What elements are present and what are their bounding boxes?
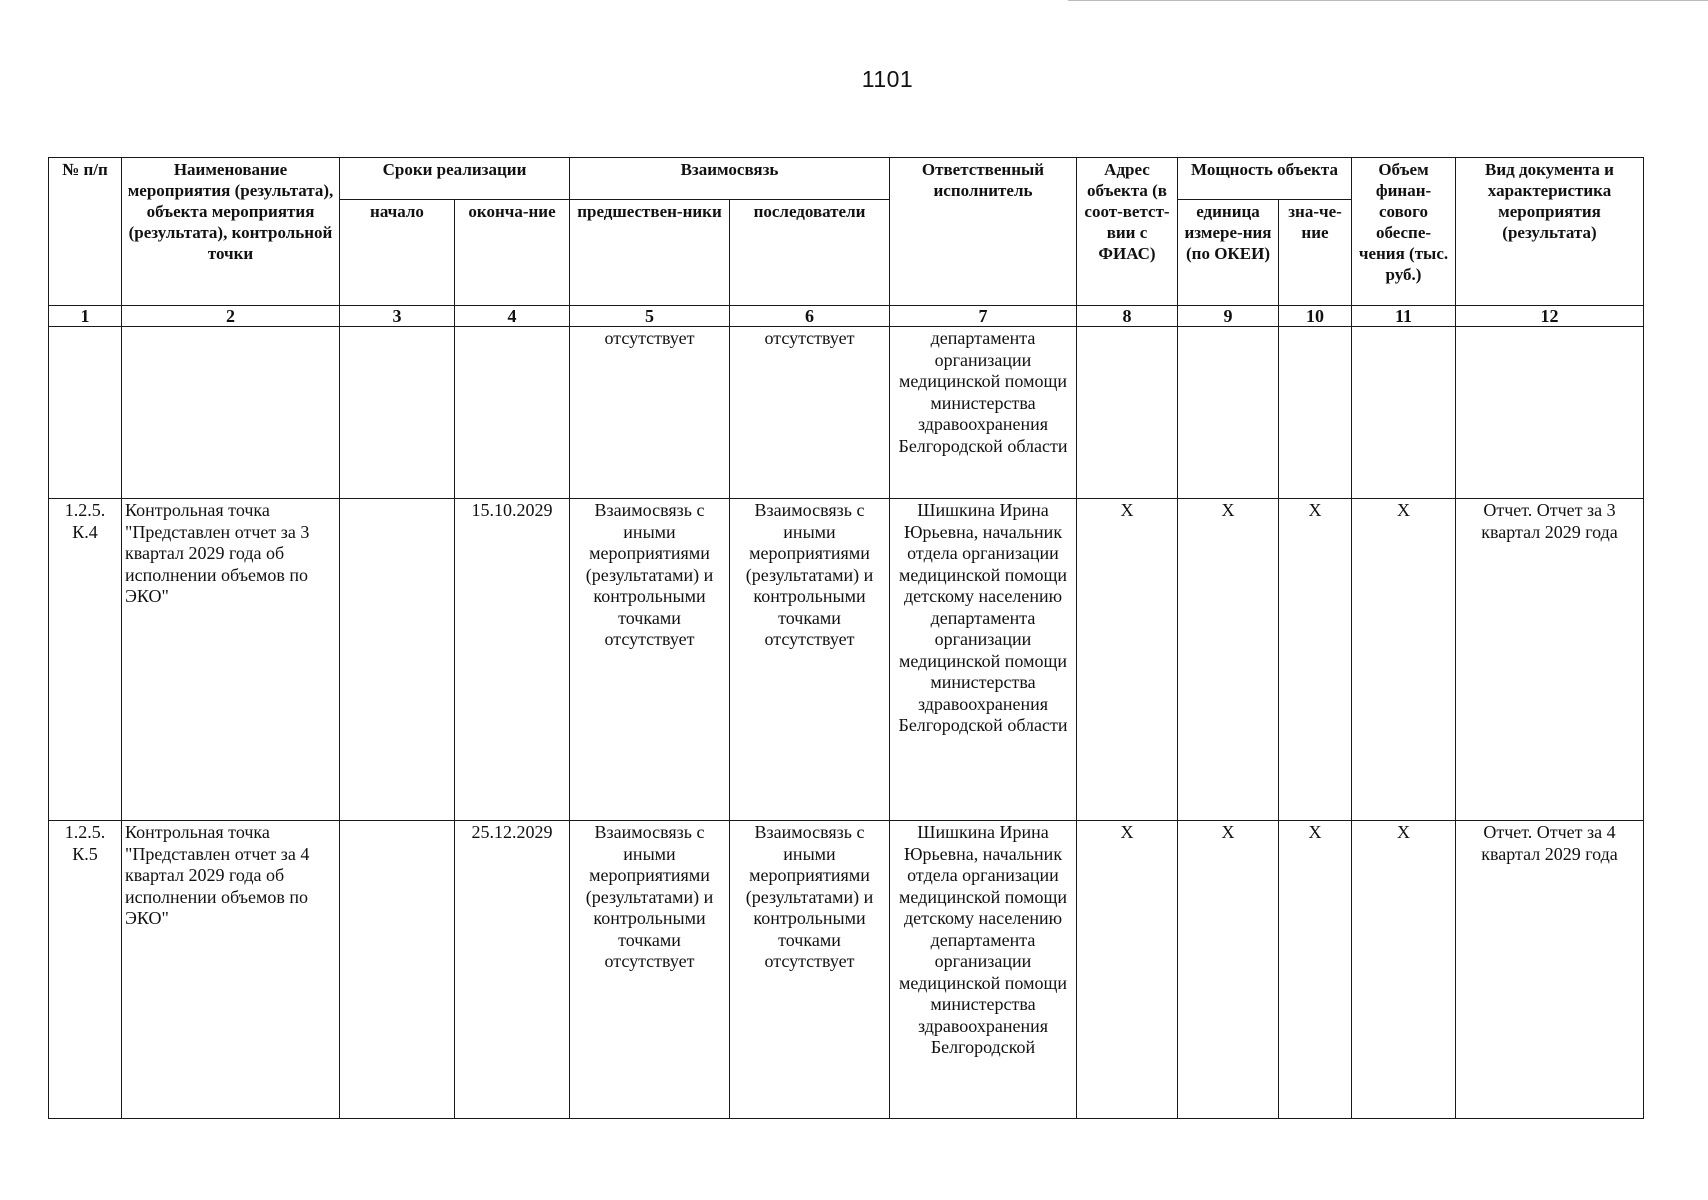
- column-number: 10: [1279, 306, 1352, 327]
- row-value: [1279, 327, 1352, 499]
- row-end: [455, 327, 570, 499]
- row-end: 25.12.2029: [455, 821, 570, 1119]
- row-responsible: Шишкина Ирина Юрьевна, начальник отдела организации медицинской помощи детскому населению департамента организации медицинской помощи министерства здравоохранения Белгородской области: [890, 499, 1077, 821]
- row-address: [1077, 327, 1178, 499]
- row-responsible: департамента организации медицинской помощи министерства здравоохранения Белгородской области: [890, 327, 1077, 499]
- column-number: 9: [1178, 306, 1279, 327]
- column-number: 4: [455, 306, 570, 327]
- page-number: 1101: [861, 66, 914, 92]
- header-col-number: № п/п: [49, 158, 122, 306]
- row-funding: [1352, 327, 1456, 499]
- activity-table: [48, 157, 1644, 1119]
- column-number: 11: [1352, 306, 1456, 327]
- row-predecessors: Взаимосвязь с иными мероприятиями (результатами) и контрольными точками отсутствует: [570, 499, 730, 821]
- header-row-top: [49, 158, 1644, 200]
- row-responsible: Шишкина Ирина Юрьевна, начальник отдела организации медицинской помощи детскому населению департамента организации медицинской помощи министерства здравоохранения Белгородской: [890, 821, 1077, 1119]
- header-group-capacity: Мощность объекта: [1178, 158, 1352, 200]
- row-unit: X: [1178, 821, 1279, 1119]
- row-successors: Взаимосвязь с иными мероприятиями (результатами) и контрольными точками отсутствует: [730, 499, 890, 821]
- header-col-value: зна-че-ние: [1279, 200, 1352, 306]
- row-value: X: [1279, 821, 1352, 1119]
- row-value: X: [1279, 499, 1352, 821]
- row-predecessors: Взаимосвязь с иными мероприятиями (результатами) и контрольными точками отсутствует: [570, 821, 730, 1119]
- header-col-predecessors: предшествен-ники: [570, 200, 730, 306]
- header-col-successors: последователи: [730, 200, 890, 306]
- row-end: 15.10.2029: [455, 499, 570, 821]
- column-number: 12: [1456, 306, 1644, 327]
- row-predecessors: отсутствует: [570, 327, 730, 499]
- header-col-name: Наименование мероприятия (результата), объекта мероприятия (результата), контрольной точки: [122, 158, 340, 306]
- header-col-responsible: Ответственный исполнитель: [890, 158, 1077, 306]
- row-name: Контрольная точка "Представлен отчет за 4 квартал 2029 года об исполнении объемов по ЭКО": [122, 821, 340, 1119]
- header-group-link: Взаимосвязь: [570, 158, 890, 200]
- scan-edge-line: [1068, 0, 1708, 1]
- header-col-end: оконча-ние: [455, 200, 570, 306]
- column-number: 8: [1077, 306, 1178, 327]
- row-number: 1.2.5. К.4: [49, 499, 122, 821]
- row-number: 1.2.5. К.5: [49, 821, 122, 1119]
- row-funding: X: [1352, 499, 1456, 821]
- table-row: [49, 327, 1644, 499]
- column-number: 1: [49, 306, 122, 327]
- row-number: [49, 327, 122, 499]
- table-row: [49, 821, 1644, 1119]
- column-number: 5: [570, 306, 730, 327]
- header-group-terms: Сроки реализации: [340, 158, 570, 200]
- row-funding: X: [1352, 821, 1456, 1119]
- row-address: X: [1077, 821, 1178, 1119]
- header-col-address: Адрес объекта (в соот-ветст-вии с ФИАС): [1077, 158, 1178, 306]
- row-name: [122, 327, 340, 499]
- row-doc: Отчет. Отчет за 3 квартал 2029 года: [1456, 499, 1644, 821]
- row-successors: отсутствует: [730, 327, 890, 499]
- column-number-row: [49, 306, 1644, 327]
- header-col-doc: Вид документа и характеристика мероприятия (результата): [1456, 158, 1644, 306]
- row-start: [340, 499, 455, 821]
- row-unit: X: [1178, 499, 1279, 821]
- column-number: 3: [340, 306, 455, 327]
- header-col-start: начало: [340, 200, 455, 306]
- row-unit: [1178, 327, 1279, 499]
- row-doc: [1456, 327, 1644, 499]
- row-name: Контрольная точка "Представлен отчет за 3 квартал 2029 года об исполнении объемов по ЭКО": [122, 499, 340, 821]
- header-col-funding: Объем финан-сового обеспе-чения (тыс. руб.): [1352, 158, 1456, 306]
- header-col-unit: единица измере-ния (по ОКЕИ): [1178, 200, 1279, 306]
- column-number: 2: [122, 306, 340, 327]
- row-start: [340, 821, 455, 1119]
- row-doc: Отчет. Отчет за 4 квартал 2029 года: [1456, 821, 1644, 1119]
- row-start: [340, 327, 455, 499]
- column-number: 7: [890, 306, 1077, 327]
- row-successors: Взаимосвязь с иными мероприятиями (результатами) и контрольными точками отсутствует: [730, 821, 890, 1119]
- row-address: X: [1077, 499, 1178, 821]
- table-row: [49, 499, 1644, 821]
- column-number: 6: [730, 306, 890, 327]
